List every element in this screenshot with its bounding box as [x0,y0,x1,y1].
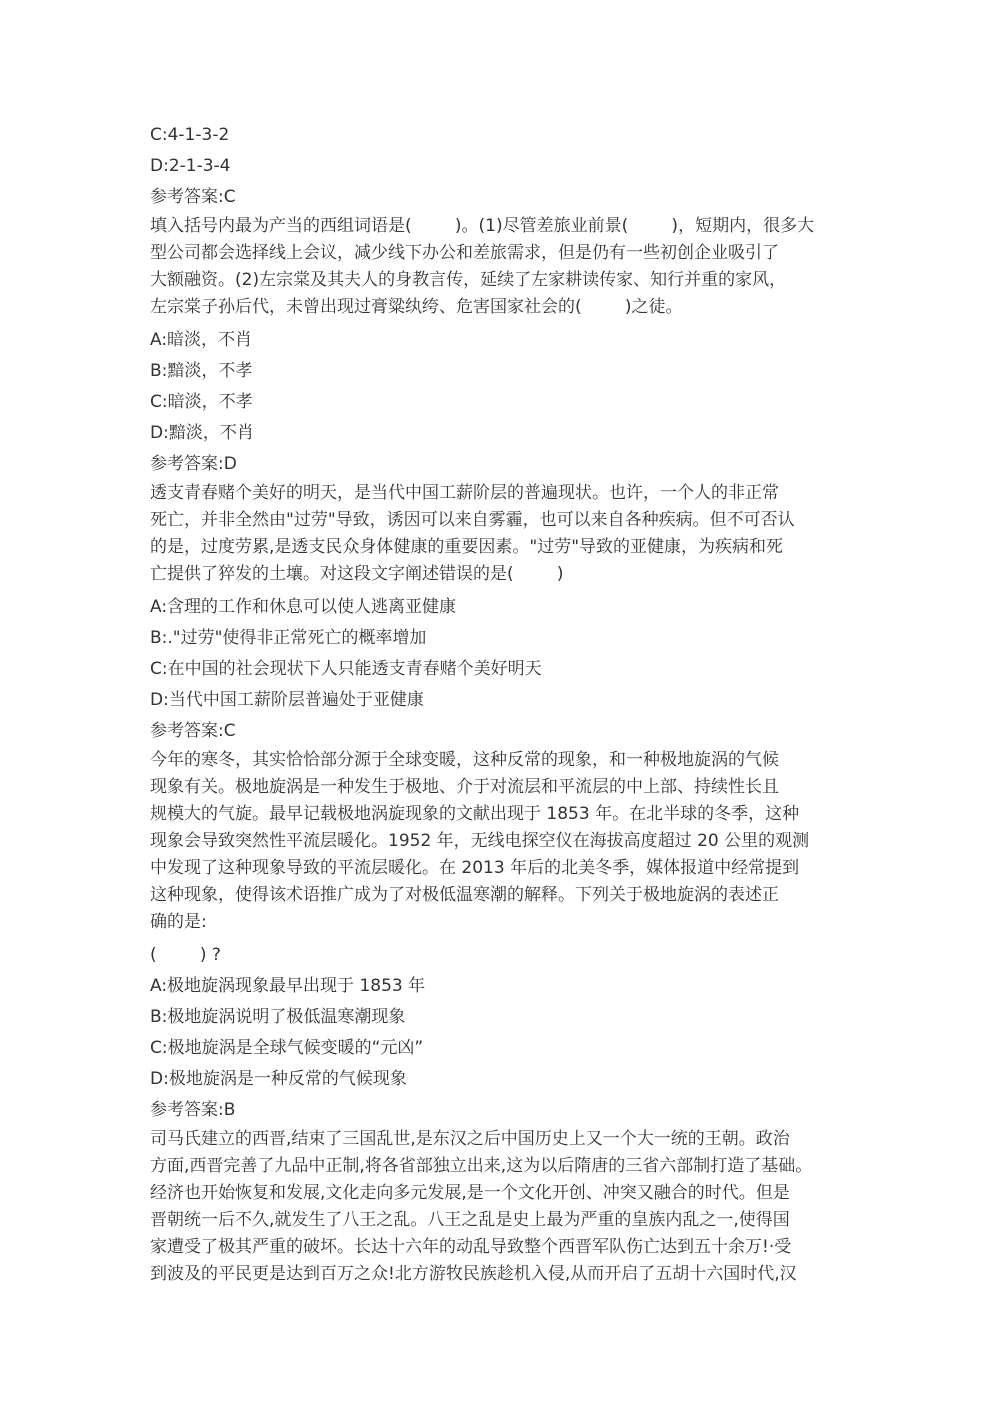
stem-line: 方面,西晋完善了九品中正制,将各省部独立出来,这为以后隋唐的三省六部制打造了基础。 [150,1156,813,1176]
stem-line: 今年的寒冬，其实恰恰部分源于全球变暖，这种反常的现象，和一种极地旋涡的气候 [150,750,779,770]
stem-line: 亡提供了猝发的土壤。对这段文字阐述错误的是( ) [150,564,564,584]
stem-line: 现象会导致突然性平流层暖化。1952 年，无线电探空仪在海拔高度超过 20 公里的观测 [150,831,810,851]
stem-line: 经济也开始恢复和发展,文化走向多元发展,是一个文化开创、冲突又融合的时代。但是 [150,1183,790,1203]
stem-line: 中发现了这种现象导致的平流层暖化。在 2013 年后的北美冬季，媒体报道中经常提到 [150,858,800,878]
stem-line: 这种现象，使得该术语推广成为了对极低温寒潮的解释。下列关于极地旋涡的表述正 [150,885,779,905]
stem-line: 家遭受了极其严重的破坏。长达十六年的动乱导致整个西晋军队伤亡达到五十余万!·受 [150,1237,792,1257]
option-c: C:在中国的社会现状下人只能透支青春赌个美好明天 [150,659,542,679]
stem-line: 的是，过度劳累,是透支民众身体健康的重要因素。"过劳"导致的亚健康，为疾病和死 [150,537,784,557]
option-d: D:极地旋涡是一种反常的气候现象 [150,1069,407,1089]
option-b: B:."过劳"使得非正常死亡的概率增加 [150,628,427,648]
answer-label: 参考答案:C [150,721,236,741]
option-b: B:极地旋涡说明了极低温寒潮现象 [150,1007,406,1027]
answer-label: 参考答案:D [150,454,237,474]
stem-line: 型公司都会选择线上会议，减少线下办公和差旅需求，但是仍有一些初创企业吸引了 [150,243,779,263]
stem-line: 左宗棠子孙后代，未曾出现过膏粱纨绔、危害国家社会的( )之徒。 [150,297,683,317]
document-page [150,120,860,1288]
option-d: D:当代中国工薪阶层普遍处于亚健康 [150,690,424,710]
stem-line: 司马氏建立的西晋,结束了三国乱世,是东汉之后中国历史上又一个大一统的王朝。政治 [150,1129,790,1149]
option-c: C:4-1-3-2 [150,125,230,145]
option-a: A:极地旋涡现象最早出现于 1853 年 [150,976,426,996]
option-d: D:2-1-3-4 [150,156,231,176]
stem-line: 到波及的平民更是达到百万之众!北方游牧民族趁机入侵,从而开启了五胡十六国时代,汉 [150,1264,797,1284]
option-a: A:暗淡，不肖 [150,330,253,350]
option-b: B:黯淡，不孝 [150,361,253,381]
stem-line: 晋朝统一后不久,就发生了八王之乱。八王之乱是史上最为严重的皇族内乱之一,使得国 [150,1210,790,1230]
option-c: C:极地旋涡是全球气候变暖的“元凶” [150,1038,424,1058]
question-stem [150,480,860,588]
answer-blank: ( ) ? [150,945,221,965]
stem-line: 现象有关。极地旋涡是一种发生于极地、介于对流层和平流层的中上部、持续性长且 [150,777,779,797]
stem-line: 死亡，并非全然由"过劳"导致，诱因可以来自雾霾，也可以来自各种疾病。但不可否认 [150,510,795,530]
option-c: C:暗淡，不孝 [150,392,253,412]
option-d: D:黯淡，不肖 [150,423,254,443]
question-stem [150,1126,860,1288]
stem-line: 填入括号内最为产当的西组词语是( )。(1)尽管差旅业前景( )，短期内，很多大 [150,216,815,236]
stem-line: 确的是: [150,912,207,932]
question-stem [150,747,860,936]
stem-line: 规模大的气旋。最早记载极地涡旋现象的文献出现于 1853 年。在北半球的冬季，这种 [150,804,800,824]
answer-label: 参考答案:C [150,187,236,207]
question-stem [150,213,860,321]
stem-line: 透支青春赌个美好的明天，是当代中国工薪阶层的普遍现状。也许，一个人的非正常 [150,483,779,503]
answer-label: 参考答案:B [150,1100,236,1120]
stem-line: 大额融资。(2)左宗棠及其夫人的身教言传，延续了左家耕读传家、知行并重的家风， [150,270,787,290]
option-a: A:含理的工作和休息可以使人逃离亚健康 [150,597,457,617]
